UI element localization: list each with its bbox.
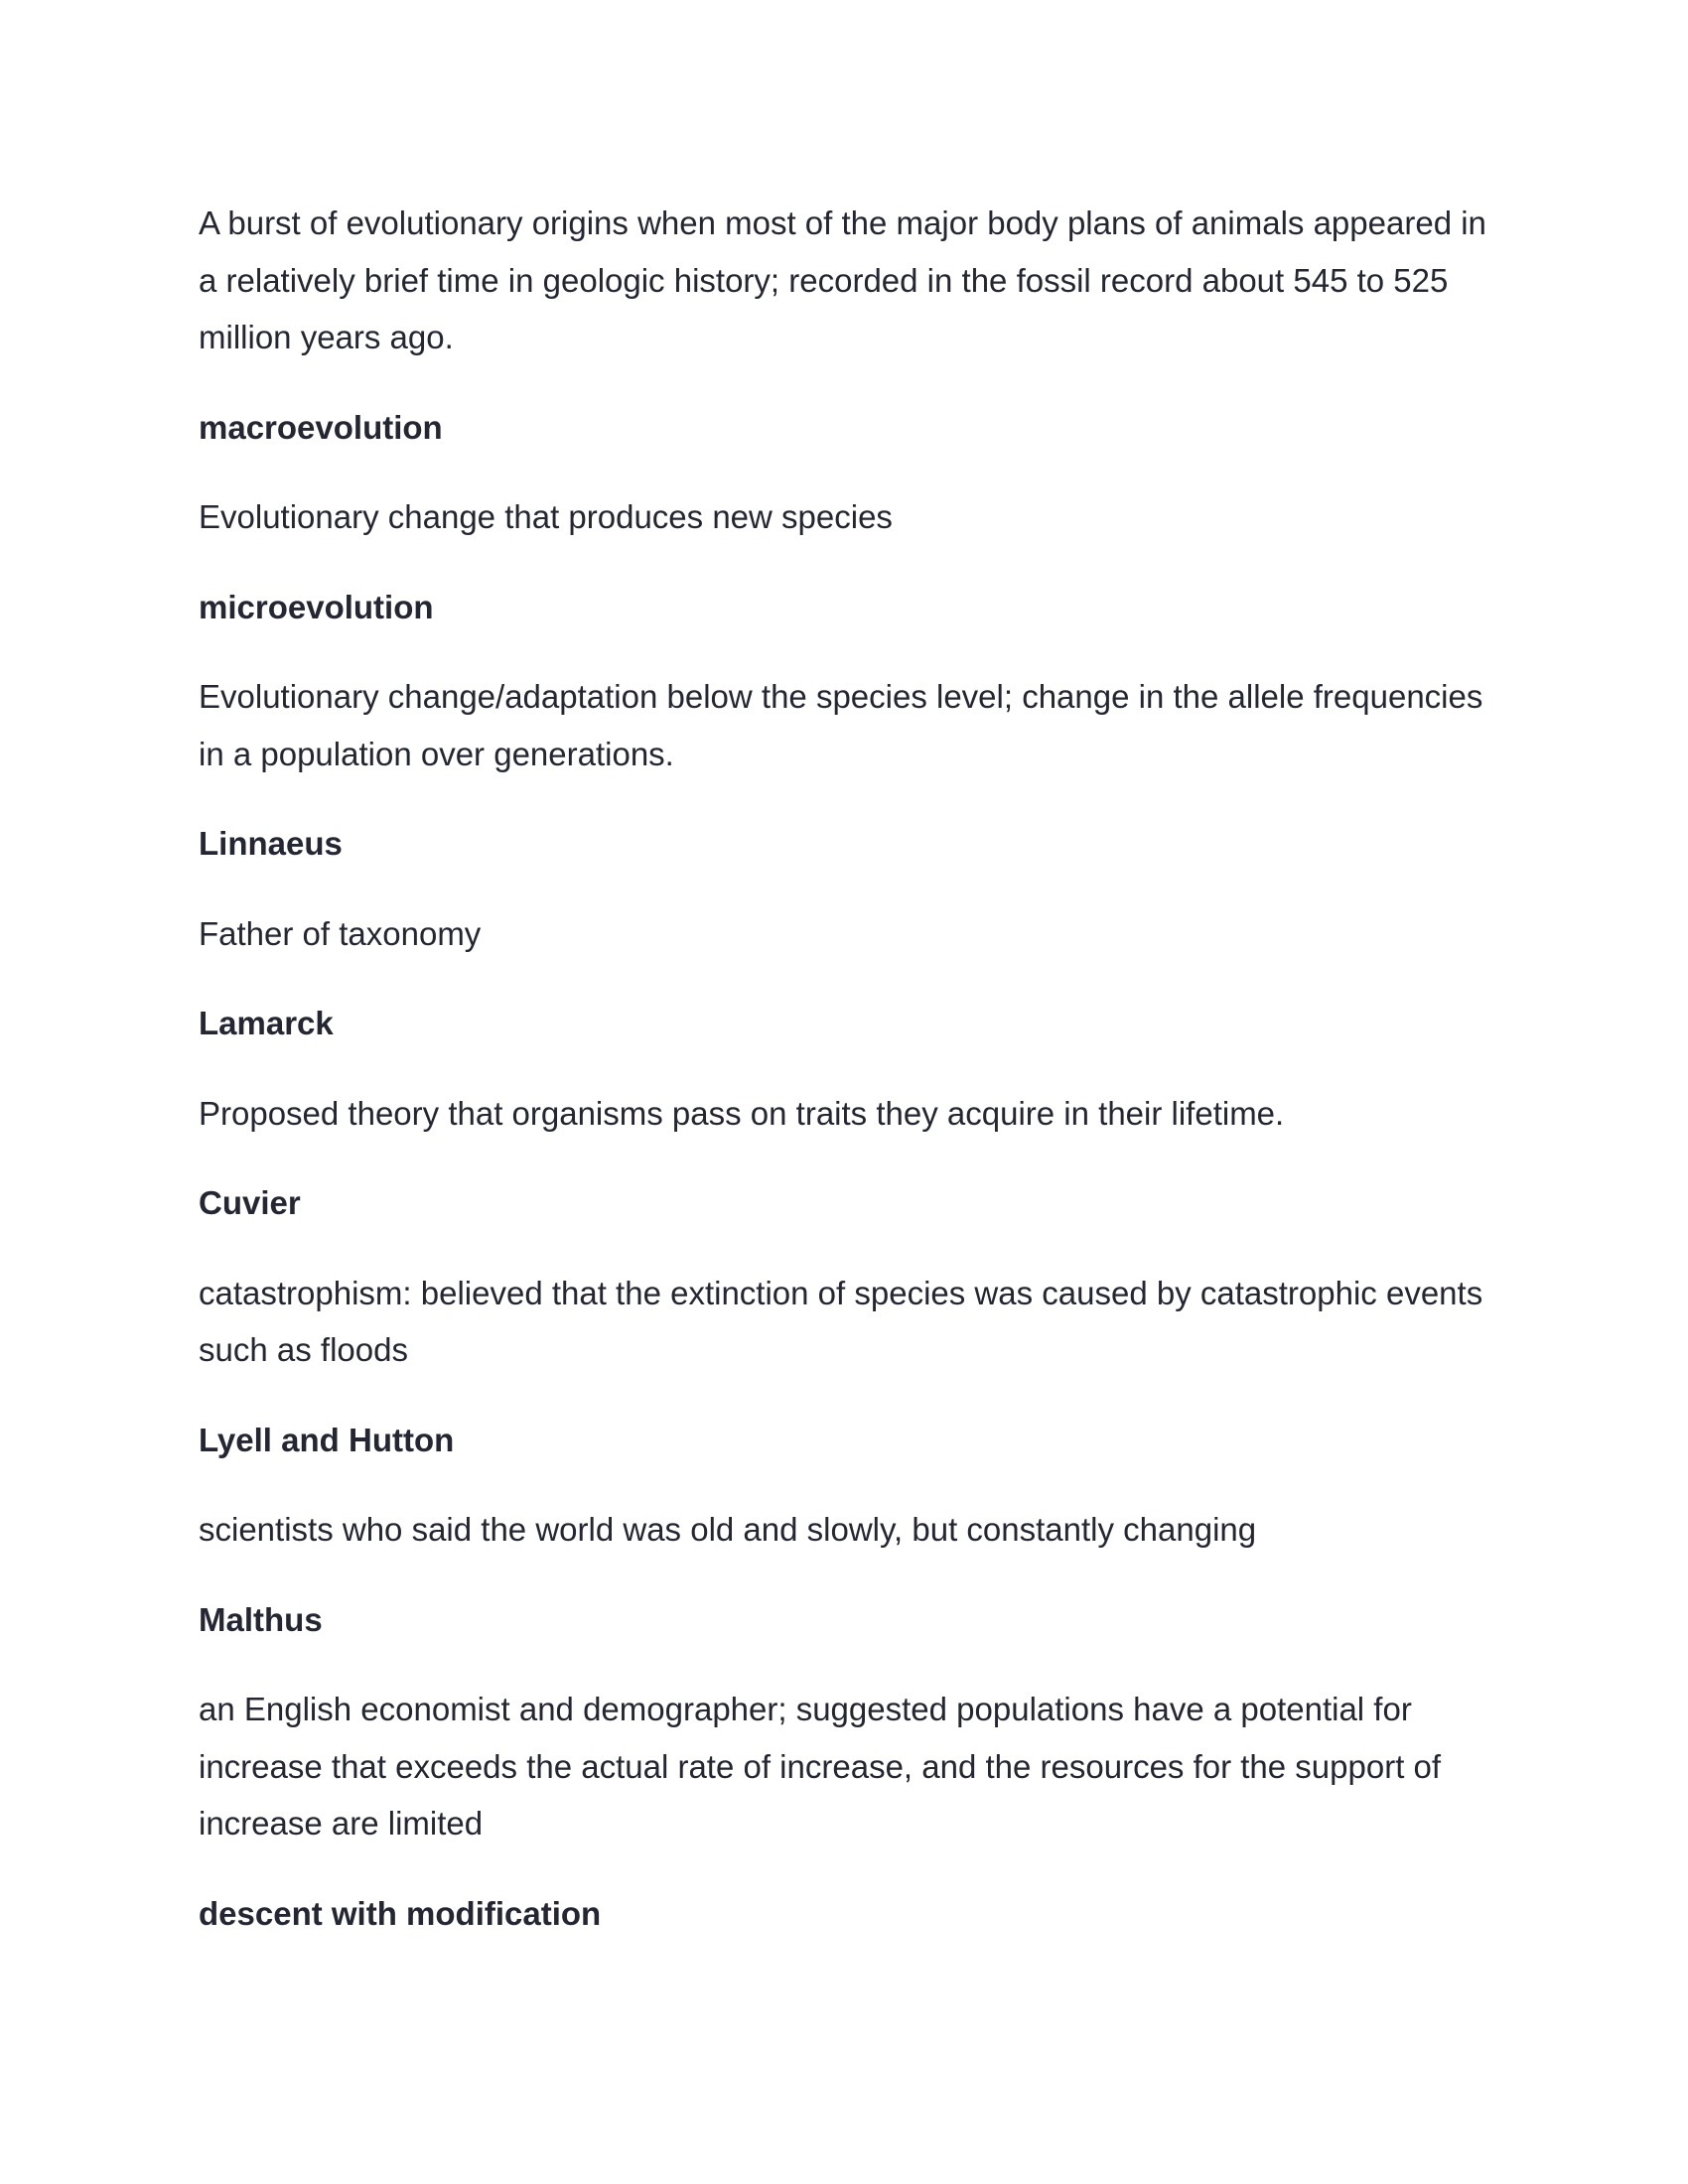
definition-malthus: an English economist and demographer; suggested populations have a potential for increase that exceeds the actual rate of increase, and the resources for the support of increase are limited (199, 1691, 1442, 1842)
term-lamarck: Lamarck (199, 1005, 334, 1041)
intro-definition: A burst of evolutionary origins when most of the major body plans of animals appeared in a relatively brief time in geologic history; recorded in the fossil record about 545 to 525 million years ago. (199, 205, 1486, 355)
term-linnaeus: Linnaeus (199, 825, 343, 862)
definition-cuvier: catastrophism: believed that the extinction of species was caused by catastrophic events such as floods (199, 1274, 1483, 1368)
term-descent-with-modification: descent with modification (199, 1894, 602, 1932)
term-macroevolution: macroevolution (199, 408, 443, 446)
definition-macroevolution: Evolutionary change that produces new species (199, 498, 893, 535)
definition-lyell-and-hutton: scientists who said the world was old and slowly, but constantly changing (199, 1511, 1257, 1548)
definition-microevolution: Evolutionary change/adaptation below the species level; change in the allele frequencies in a population over generations. (199, 678, 1483, 772)
term-microevolution: microevolution (199, 588, 434, 625)
term-malthus: Malthus (199, 1600, 323, 1638)
term-cuvier: Cuvier (199, 1184, 301, 1221)
definition-linnaeus: Father of taxonomy (199, 914, 482, 952)
document-body (199, 195, 1489, 1942)
definition-lamarck: Proposed theory that organisms pass on traits they acquire in their lifetime. (199, 1094, 1285, 1132)
term-lyell-and-hutton: Lyell and Hutton (199, 1421, 455, 1458)
